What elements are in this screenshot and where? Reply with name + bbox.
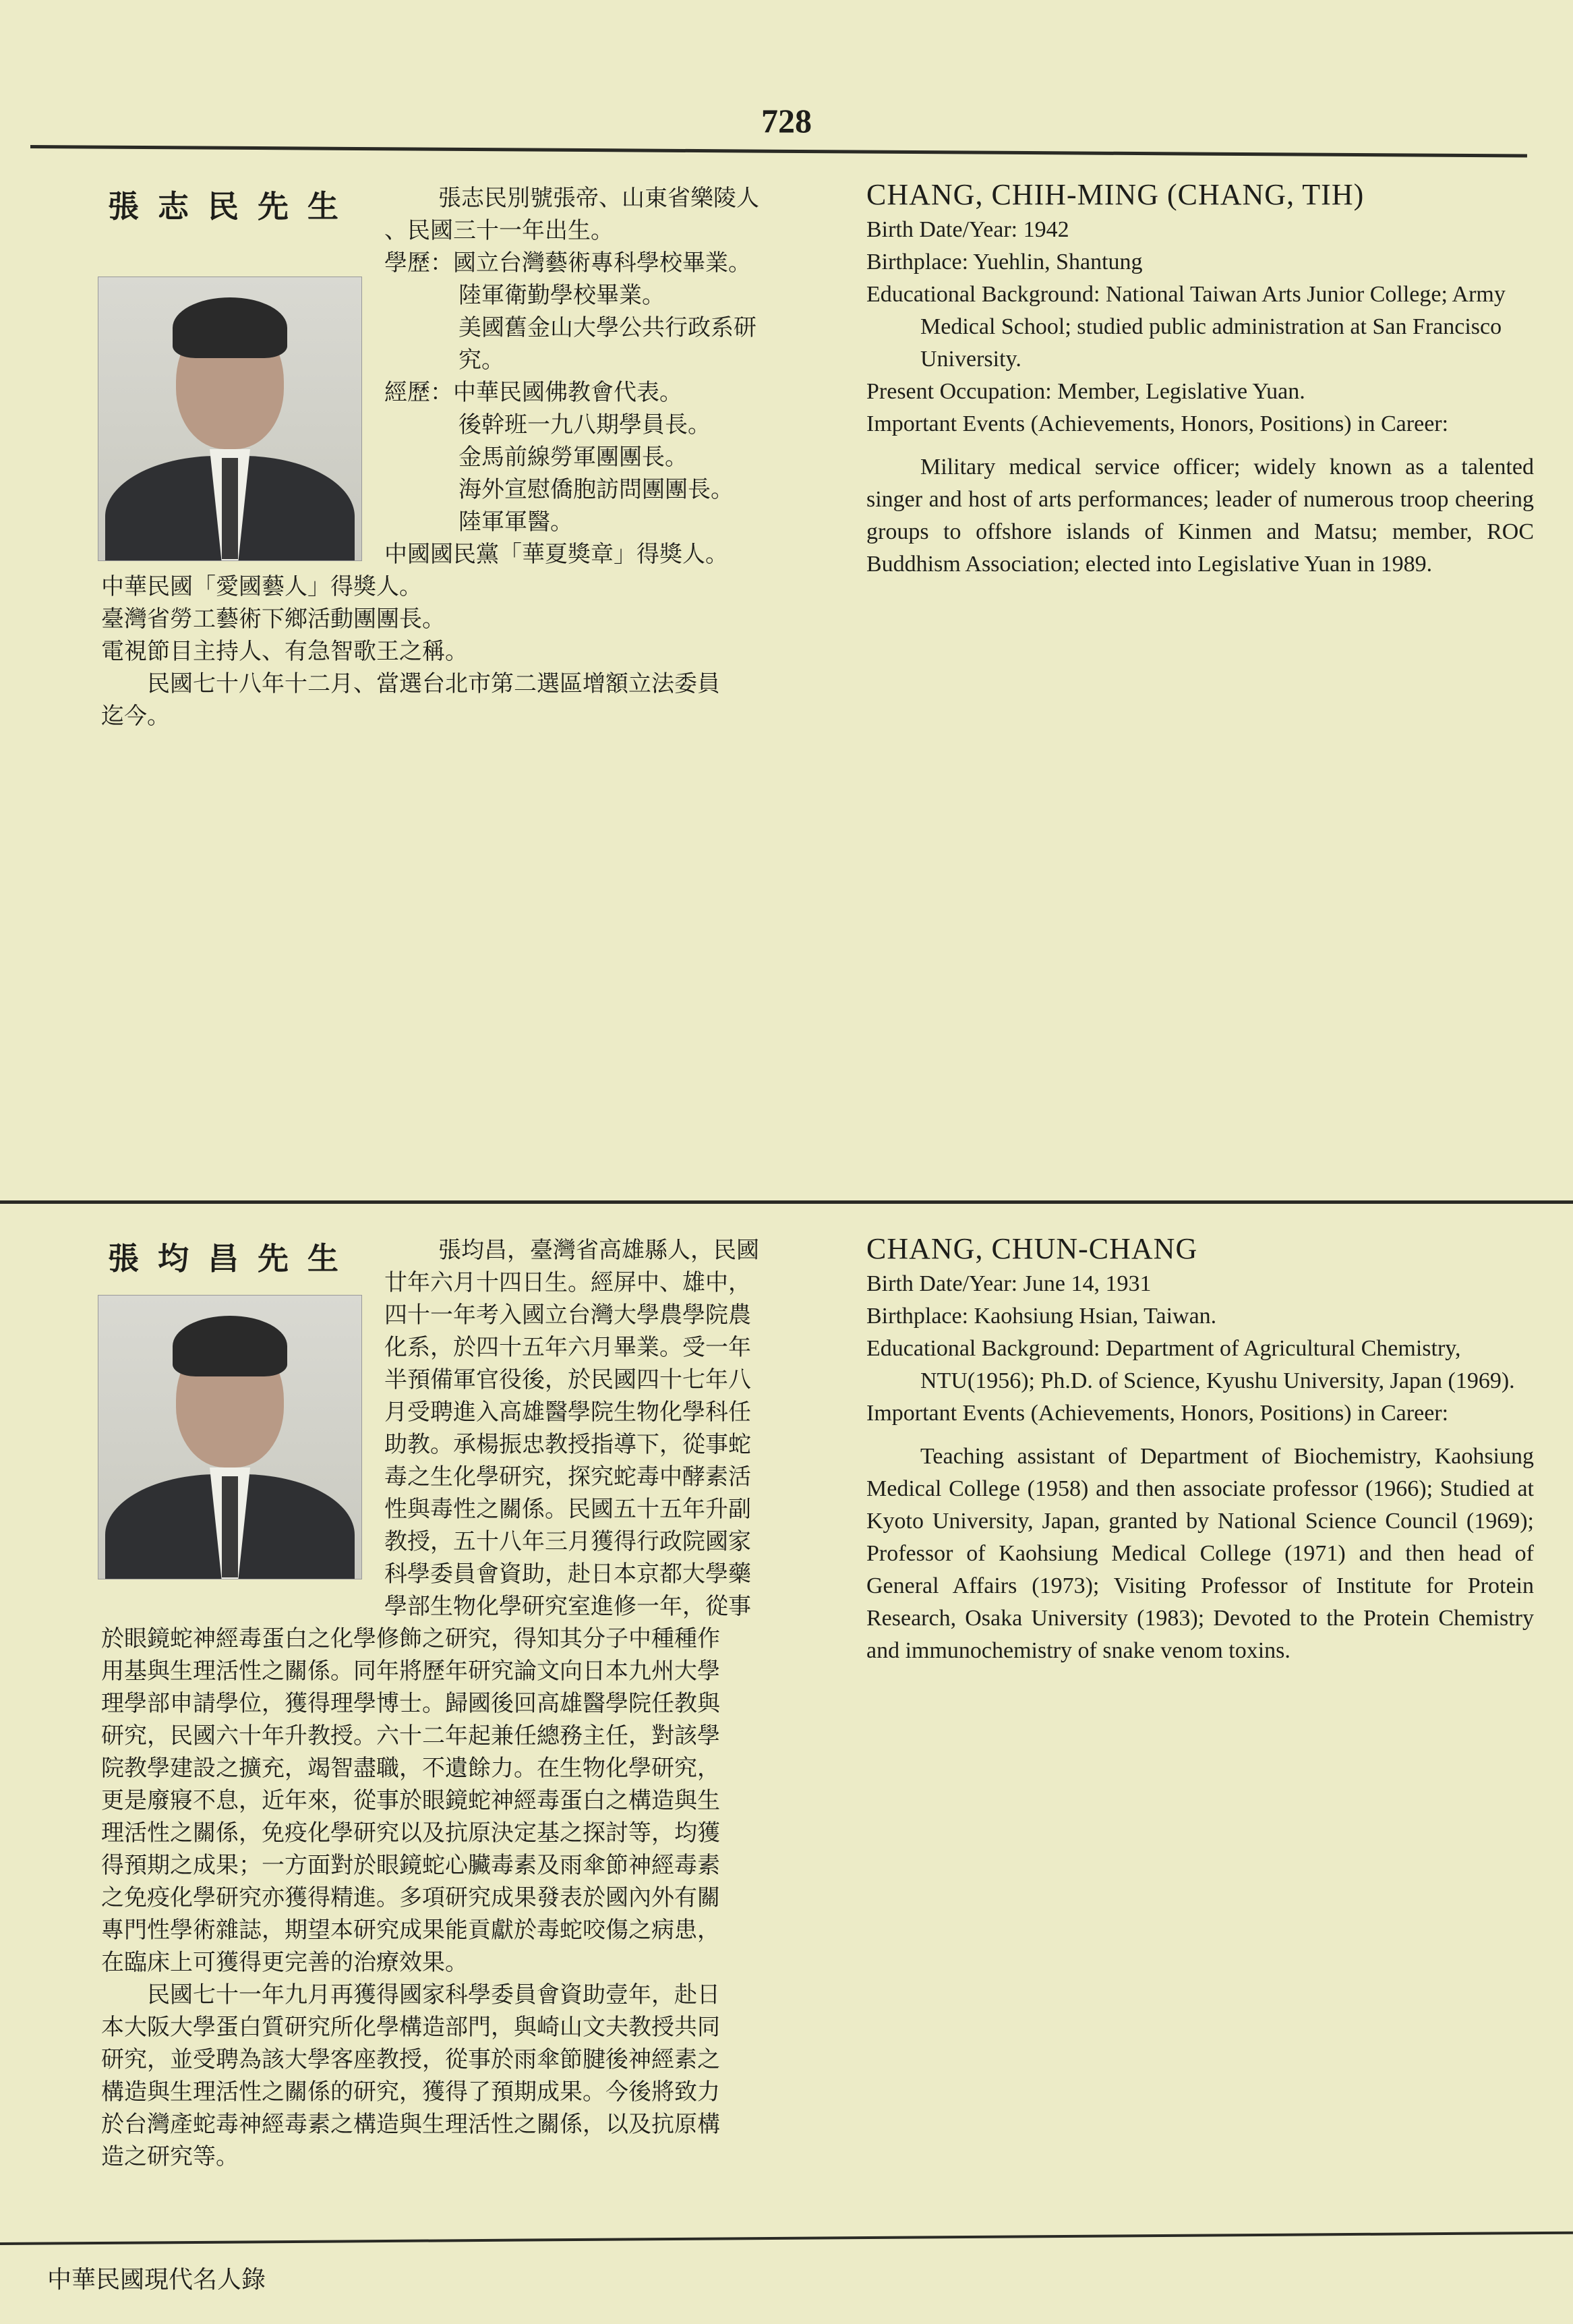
bio-line: 專門性學術雜誌，期望本研究成果能貢獻於毒蛇咬傷之病患， — [101, 1917, 720, 1944]
bio-line: 於眼鏡蛇神經毒蛋白之化學修飾之研究，得知其分子中種種作 — [101, 1625, 720, 1652]
bio-line: 科學委員會資助，赴日本京都大學藥 — [384, 1561, 751, 1588]
education: Educational Background: Department of Agricultural Chemistry, NTU(1956); Ph.D. of Science, Kyushu University, Japan (1969). — [866, 1336, 1515, 1393]
bio-line: 性與毒性之關係。民國五十五年升副 — [384, 1496, 751, 1523]
entry-chang-chih-ming — [0, 162, 1573, 1160]
bio-line: 金馬前線勞軍團團長。 — [458, 444, 688, 471]
entry-chang-chun-chang — [0, 1214, 1573, 2226]
bio-line: 張志民別號張帝、山東省樂陵人 — [438, 185, 759, 212]
bio-line: 中國國民黨「華夏獎章」得獎人。 — [384, 541, 728, 568]
birthplace: Birthplace: Kaohsiung Hsian, Taiwan. — [866, 1304, 1217, 1329]
birthplace: Birthplace: Yuehlin, Shantung — [866, 250, 1143, 274]
events-text: Teaching assistant of Department of Biochemistry, Kaohsiung Medical College (1958) and then associate professor (1966); Studied at Kyoto University, Japan, granted by National Science Council (1969); Professor of Kaohsiung Medical College (1971) and then head of General Affairs (1973); Visiting Professor of Institute for Protein Research, Osaka University (1983); Devoted to the Protein Chemistry and immunochemistry of snake venom toxins. — [866, 1444, 1534, 1663]
events-label: Important Events (Achievements, Honors, Positions) in Career: — [866, 1401, 1449, 1426]
bio-line: 、民國三十一年出生。 — [384, 217, 614, 244]
bio-line: 構造與生理活性之關係的研究，獲得了預期成果。今後將致力 — [101, 2079, 720, 2105]
bio-line: 民國七十八年十二月、當選台北市第二選區增額立法委員 — [147, 670, 720, 697]
events-label: Important Events (Achievements, Honors, Positions) in Career: — [866, 411, 1449, 436]
bio-line: 教授，五十八年三月獲得行政院國家 — [384, 1528, 751, 1555]
bio-line: 臺灣省勞工藝術下鄉活動團團長。 — [101, 606, 445, 633]
bio-line: 理活性之關係，免疫化學研究以及抗原決定基之探討等，均獲 — [101, 1820, 720, 1847]
bio-line: 迄今。 — [101, 703, 170, 730]
birth-date: Birth Date/Year: 1942 — [866, 217, 1069, 242]
middle-rule — [0, 1200, 1573, 1204]
bio-line: 後幹班一九八期學員長。 — [458, 411, 711, 438]
bio-line: 毒之生化學研究，探究蛇毒中酵素活 — [384, 1463, 751, 1490]
bio-line: 張均昌，臺灣省高雄縣人，民國 — [438, 1237, 759, 1264]
top-rule — [30, 145, 1527, 158]
english-biography — [866, 179, 1534, 581]
bio-line: 得預期之成果；一方面對於眼鏡蛇心臟毒素及雨傘節神經毒素 — [101, 1852, 720, 1879]
bio-line: 化系，於四十五年六月畢業。受一年 — [384, 1334, 751, 1361]
bio-line: 四十一年考入國立台灣大學農學院農 — [384, 1302, 751, 1329]
bottom-rule — [0, 2232, 1573, 2245]
bio-line: 學部生物化學研究室進修一年，從事 — [384, 1593, 751, 1620]
bio-line: 更是廢寢不息，近年來，從事於眼鏡蛇神經毒蛋白之構造與生 — [101, 1787, 720, 1814]
bio-line: 於台灣產蛇毒神經毒素之構造與生理活性之關係，以及抗原構 — [101, 2111, 720, 2138]
zh-biography — [101, 1234, 816, 2173]
zh-name: 張志民先生 — [108, 188, 357, 225]
bio-line: 電視節目主持人、有急智歌王之稱。 — [101, 638, 468, 665]
en-name: CHANG, CHUN-CHANG — [866, 1232, 1198, 1265]
en-name: CHANG, CHIH-MING (CHANG, TIH) — [866, 178, 1365, 211]
bio-line: 美國舊金山大學公共行政系研 — [458, 314, 756, 341]
bio-line: 陸軍衛勤學校畢業。 — [458, 282, 665, 309]
bio-line: 造之研究等。 — [101, 2143, 239, 2170]
bio-line: 之免疫化學研究亦獲得精進。多項研究成果發表於國內外有關 — [101, 1884, 720, 1911]
bio-line: 究。 — [458, 347, 504, 374]
bio-line: 在臨床上可獲得更完善的治療效果。 — [101, 1949, 468, 1976]
bio-line: 用基與生理活性之關係。同年將歷年研究論文向日本九州大學 — [101, 1658, 720, 1685]
bio-line: 理學部申請學位，獲得理學博士。歸國後回高雄醫學院任教與 — [101, 1690, 720, 1717]
book-title-footer: 中華民國現代名人錄 — [47, 2266, 266, 2294]
bio-line: 學歷：國立台灣藝術專科學校畢業。 — [384, 250, 751, 277]
occupation: Present Occupation: Member, Legislative Yuan. — [866, 379, 1305, 404]
education: Educational Background: National Taiwan Arts Junior College; Army Medical School; studied public administration at San Francisco University. — [866, 282, 1506, 372]
bio-line: 半預備軍官役後，於民國四十七年八 — [384, 1366, 751, 1393]
bio-line: 經歷：中華民國佛教會代表。 — [384, 379, 682, 406]
english-biography — [866, 1233, 1534, 1667]
bio-line: 民國七十一年九月再獲得國家科學委員會資助壹年，赴日 — [147, 1981, 720, 2008]
zh-biography — [101, 182, 816, 732]
page-number: 728 — [761, 102, 812, 140]
bio-line: 本大阪大學蛋白質研究所化學構造部門，與崎山文夫教授共同 — [101, 2014, 720, 2041]
bio-line: 陸軍軍醫。 — [458, 509, 573, 535]
bio-line: 研究，民國六十年升教授。六十二年起兼任總務主任，對該學 — [101, 1722, 720, 1749]
bio-line: 研究，並受聘為該大學客座教授，從事於雨傘節腱後神經素之 — [101, 2046, 720, 2073]
events-text: Military medical service officer; widely known as a talented singer and host of arts performances; leader of numerous troop cheering groups to offshore islands of Kinmen and Matsu; member, ROC Buddhism Association; elected into Legislative Yuan in 1989. — [866, 455, 1534, 577]
bio-line: 院教學建設之擴充，竭智盡職，不遺餘力。在生物化學研究， — [101, 1755, 720, 1782]
bio-line: 助教。承楊振忠教授指導下，從事蛇 — [384, 1431, 751, 1458]
bio-line: 海外宣慰僑胞訪問團團長。 — [458, 476, 734, 503]
birth-date: Birth Date/Year: June 14, 1931 — [866, 1271, 1152, 1296]
zh-name: 張均昌先生 — [108, 1240, 357, 1277]
bio-line: 廿年六月十四日生。經屏中、雄中， — [384, 1269, 751, 1296]
bio-line: 中華民國「愛國藝人」得獎人。 — [101, 573, 422, 600]
bio-line: 月受聘進入高雄醫學院生物化學科任 — [384, 1399, 751, 1426]
